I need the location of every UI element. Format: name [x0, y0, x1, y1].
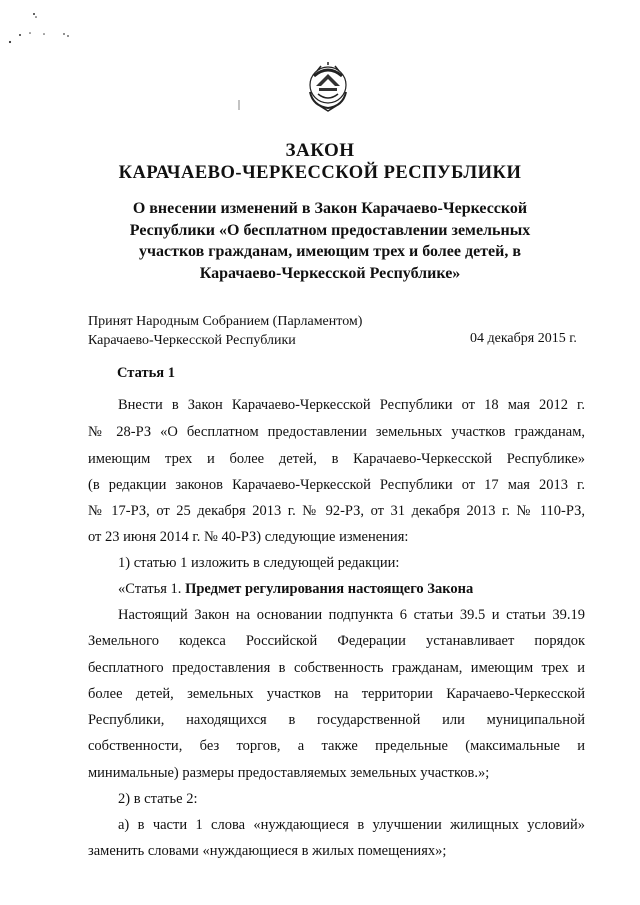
item-2a-line: а) в части 1 слова «нуждающиеся в улучшении жилищных условий» — [118, 817, 585, 833]
intro-line: Внести в Закон Карачаево-Черкесской Республики от 18 мая 2012 г. — [118, 397, 585, 413]
subtitle-line: Республики «О бесплатном предоставлении земельных — [129, 221, 531, 239]
body-line: Настоящий Закон на основании подпункта 6 статьи 39.5 и статьи 39.19 — [118, 607, 585, 623]
intro-line: (в редакции законов Карачаево-Черкесской Республики от 17 мая 2013 г. — [88, 477, 585, 493]
article-heading: Статья 1 — [117, 365, 175, 381]
quoted-article-title: Предмет регулирования настоящего Закона — [185, 581, 474, 597]
scan-artifact — [238, 100, 240, 110]
intro-line: от 23 июня 2014 г. № 40-РЗ) следующие изменения: — [88, 529, 409, 545]
body-line: Земельного кодекса Российской Федерации устанавливает порядок — [88, 633, 585, 649]
body-line: более детей, земельных участков на территории Карачаево-Черкесской — [88, 686, 585, 702]
adopted-republic-line: Карачаево-Черкесской Республики — [88, 332, 296, 348]
adoption-info — [88, 313, 362, 350]
law-title: ЗАКОН — [285, 140, 355, 161]
adoption-date: 04 декабря 2015 г. — [470, 331, 577, 346]
quoted-article-prefix: «Статья 1. — [118, 581, 186, 597]
item-2a-line: заменить словами «нуждающиеся в жилых помещениях»; — [88, 843, 447, 859]
republic-title: КАРАЧАЕВО-ЧЕРКЕССКОЙ РЕСПУБЛИКИ — [118, 163, 522, 183]
subtitle-line: участков гражданам, имеющим трех и более детей, в — [138, 243, 521, 260]
body-line: Республики, находящихся в государственной или муниципальной — [88, 712, 585, 728]
subtitle-line: Карачаево-Черкесской Республике» — [199, 264, 461, 282]
intro-line: № 28-РЗ «О бесплатном предоставлении земельных участков гражданам, — [88, 424, 585, 440]
body-line: бесплатного предоставления в собственность гражданам, имеющим трех и — [88, 660, 585, 676]
coat-of-arms-emblem — [305, 62, 351, 112]
item-2: 2) в статье 2: — [118, 791, 198, 807]
subtitle-line: О внесении изменений в Закон Карачаево-Черкесской — [132, 200, 528, 217]
intro-line: № 17-РЗ, от 25 декабря 2013 г. № 92-РЗ, от 31 декабря 2013 г. № 110-РЗ, — [88, 503, 585, 519]
law-subtitle — [120, 198, 540, 284]
scan-specks — [0, 0, 80, 60]
body-line: собственности, без торгов, а также предельные (максимальные и — [88, 738, 585, 754]
adopted-by-line: Принят Народным Собранием (Парламентом) — [88, 314, 363, 329]
item-1: 1) статью 1 изложить в следующей редакции: — [118, 555, 400, 571]
intro-line: имеющим трех и более детей, в Карачаево-Черкесской Республике» — [88, 451, 585, 467]
quoted-article-heading — [118, 581, 473, 598]
body-line: минимальные) размеры предоставляемых земельных участков.»; — [88, 765, 490, 781]
